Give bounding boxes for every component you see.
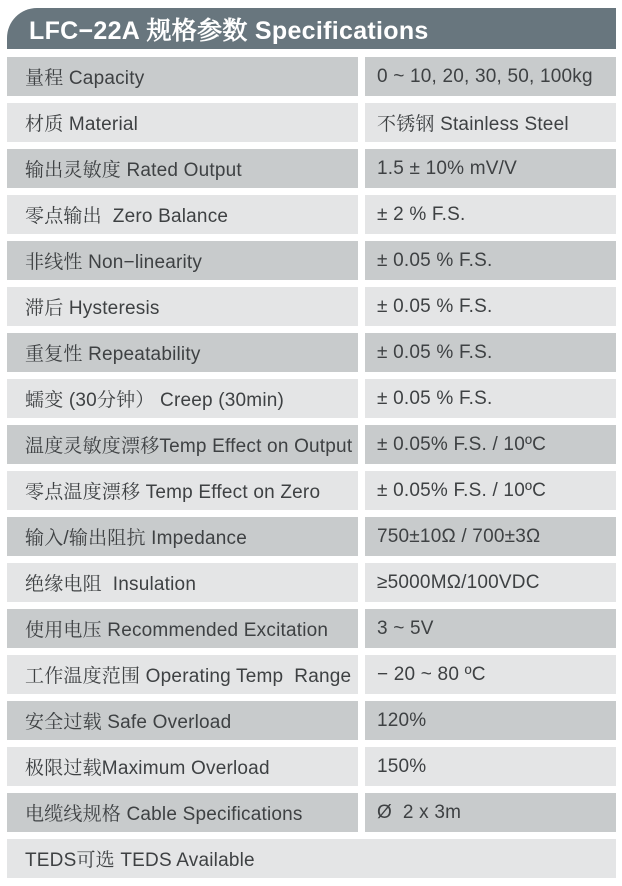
page-title: LFC−22A 规格参数 Specifications — [29, 16, 429, 45]
table-row — [7, 839, 616, 878]
spec-label: 工作温度范围 Operating Temp Range — [25, 666, 352, 687]
spec-label: 极限过载Maximum Overload — [25, 758, 270, 779]
spec-value-cell — [365, 747, 616, 786]
spec-value-cell — [365, 563, 616, 602]
table-row — [7, 563, 616, 602]
spec-label-cell — [7, 149, 358, 188]
spec-label-cell — [7, 287, 358, 326]
spec-value-cell — [365, 241, 616, 280]
spec-label-cell — [7, 517, 358, 556]
table-row — [7, 609, 616, 648]
spec-value: − 20 ~ 80 ºC — [377, 663, 486, 685]
spec-sheet — [7, 8, 616, 885]
table-row — [7, 793, 616, 832]
spec-label-cell — [7, 241, 358, 280]
spec-value-cell — [365, 149, 616, 188]
spec-value: ± 0.05 % F.S. — [377, 387, 493, 409]
spec-value-cell — [365, 701, 616, 740]
spec-label-cell — [7, 425, 358, 464]
spec-label: 输出灵敏度 Rated Output — [25, 160, 242, 181]
spec-value: 0 ~ 10, 20, 30, 50, 100kg — [377, 65, 593, 87]
spec-label-cell — [7, 333, 358, 372]
spec-label: 电缆线规格 Cable Specifications — [25, 804, 303, 825]
table-row — [7, 195, 616, 234]
table-row — [7, 57, 616, 96]
spec-label-cell — [7, 471, 358, 510]
spec-value: ≥5000MΩ/100VDC — [377, 571, 540, 593]
spec-value: ± 0.05 % F.S. — [377, 295, 493, 317]
spec-label-cell — [7, 57, 358, 96]
spec-label: 重复性 Repeatability — [25, 344, 201, 365]
table-row — [7, 333, 616, 372]
spec-value-cell — [365, 57, 616, 96]
spec-label: 材质 Material — [25, 114, 139, 135]
spec-value: 3 ~ 5V — [377, 617, 434, 639]
spec-label: 使用电压 Recommended Excitation — [25, 620, 329, 641]
spec-value: ± 0.05% F.S. / 10ºC — [377, 433, 547, 455]
spec-label-cell — [7, 103, 358, 142]
table-row — [7, 701, 616, 740]
spec-value: Ø 2 x 3m — [377, 801, 462, 823]
spec-label-cell — [7, 747, 358, 786]
spec-label-cell — [7, 379, 358, 418]
spec-label: 零点温度漂移 Temp Effect on Zero — [25, 482, 321, 503]
spec-value-cell — [365, 655, 616, 694]
table-row — [7, 655, 616, 694]
spec-label: 温度灵敏度漂移Temp Effect on Output — [25, 436, 353, 457]
spec-label: 输入/输出阻抗 Impedance — [25, 528, 247, 549]
spec-value: 1.5 ± 10% mV/V — [377, 157, 517, 179]
spec-label: 绝缘电阻 Insulation — [25, 574, 197, 595]
spec-value-cell — [365, 287, 616, 326]
table-row — [7, 471, 616, 510]
spec-value: ± 2 % F.S. — [377, 203, 466, 225]
table-row — [7, 103, 616, 142]
spec-label: 蠕变 (30分钟） Creep (30min) — [25, 390, 285, 411]
spec-header-bar — [7, 8, 616, 49]
spec-table — [7, 57, 616, 878]
table-row — [7, 379, 616, 418]
spec-label-cell — [7, 701, 358, 740]
spec-value: 120% — [377, 709, 427, 731]
table-row — [7, 241, 616, 280]
spec-label: 安全过载 Safe Overload — [25, 712, 232, 733]
spec-value-cell — [365, 379, 616, 418]
spec-value-cell — [365, 195, 616, 234]
spec-value-cell — [365, 425, 616, 464]
table-row — [7, 149, 616, 188]
spec-label: 量程 Capacity — [25, 68, 145, 89]
spec-value: ± 0.05% F.S. / 10ºC — [377, 479, 547, 501]
spec-value-cell — [365, 333, 616, 372]
spec-value-cell — [365, 793, 616, 832]
spec-value-cell — [365, 471, 616, 510]
spec-label-cell — [7, 195, 358, 234]
spec-label-cell — [7, 563, 358, 602]
spec-label: 零点输出 Zero Balance — [25, 206, 229, 227]
table-row — [7, 747, 616, 786]
spec-value: 不锈钢 Stainless Steel — [377, 114, 569, 135]
spec-label: 非线性 Non−linearity — [25, 252, 203, 273]
spec-label-cell — [7, 793, 358, 832]
spec-label-cell — [7, 839, 616, 878]
spec-label-cell — [7, 655, 358, 694]
table-row — [7, 425, 616, 464]
spec-value-cell — [365, 103, 616, 142]
spec-label: 滞后 Hysteresis — [25, 298, 160, 319]
spec-label: TEDS可选 TEDS Available — [25, 850, 255, 871]
spec-value: 150% — [377, 755, 427, 777]
table-row — [7, 287, 616, 326]
spec-value: ± 0.05 % F.S. — [377, 341, 493, 363]
spec-value-cell — [365, 517, 616, 556]
spec-label-cell — [7, 609, 358, 648]
spec-value: 750±10Ω / 700±3Ω — [377, 525, 541, 547]
table-row — [7, 517, 616, 556]
spec-value: ± 0.05 % F.S. — [377, 249, 493, 271]
spec-value-cell — [365, 609, 616, 648]
